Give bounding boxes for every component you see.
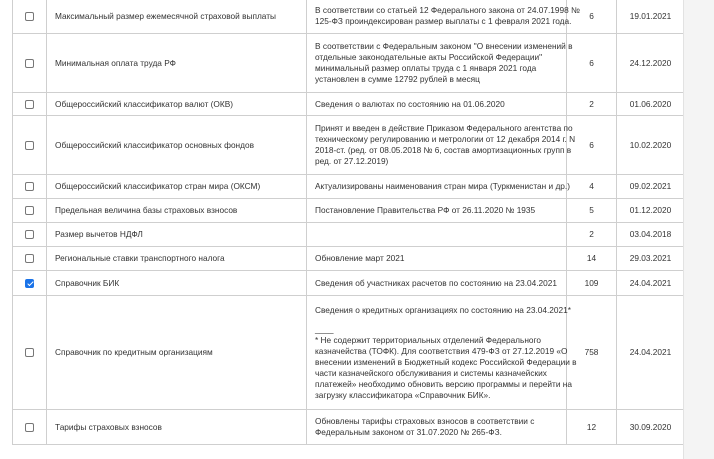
update-note [307, 116, 576, 175]
note-line: Принят и введен в действие Приказом Федерального агентства по [315, 123, 573, 133]
update-note [307, 223, 567, 247]
table-row[interactable] [13, 93, 685, 116]
row-checkbox[interactable] [25, 182, 34, 191]
table-row[interactable] [13, 116, 685, 175]
classifier-name: Предельная величина базы страховых взносов [47, 199, 307, 223]
record-count: 6 [567, 0, 617, 34]
update-note [307, 0, 580, 34]
note-line: установлен в сумме 12792 рублей в месяц [315, 74, 480, 84]
note-line: В соответствии с Федеральным законом "О внесении изменений в [315, 41, 573, 51]
table-row[interactable] [13, 247, 685, 271]
row-checkbox[interactable] [25, 279, 34, 288]
note-line: ред. от 27.12.2019) [315, 156, 389, 166]
note-line: В соответствии со статьей 12 Федерального закона от 24.07.1998 № [315, 5, 580, 15]
checkbox-cell [13, 93, 47, 116]
table-row[interactable] [13, 175, 685, 199]
table-row[interactable] [13, 0, 685, 34]
record-count: 2 [567, 223, 617, 247]
record-count: 2 [567, 93, 617, 116]
row-checkbox[interactable] [25, 12, 34, 21]
update-date: 24.12.2020 [617, 34, 685, 93]
classifier-name: Размер вычетов НДФЛ [47, 223, 307, 247]
classifier-name: Общероссийский классификатор стран мира (ОКСМ) [47, 175, 307, 199]
note-line: Актуализированы наименования стран мира (Туркменистан и др.) [315, 181, 570, 191]
classifier-name: Минимальная оплата труда РФ [47, 34, 307, 93]
record-count: 14 [567, 247, 617, 271]
table-row[interactable] [13, 199, 685, 223]
table-row[interactable] [13, 271, 685, 296]
checkbox-cell [13, 296, 47, 410]
checkbox-cell [13, 0, 47, 34]
update-note [307, 199, 567, 223]
table-row[interactable] [13, 410, 685, 445]
record-count: 6 [567, 34, 617, 93]
update-date: 09.02.2021 [617, 175, 685, 199]
row-checkbox[interactable] [25, 206, 34, 215]
update-date: 24.04.2021 [617, 271, 685, 296]
update-note [307, 247, 567, 271]
note-line: внесении изменений в Бюджетный кодекс Российской Федерации в [315, 356, 577, 367]
checkbox-cell [13, 199, 47, 223]
checkbox-cell [13, 223, 47, 247]
checkbox-cell [13, 34, 47, 93]
table-row[interactable] [13, 296, 685, 410]
update-date: 29.03.2021 [617, 247, 685, 271]
classifier-table [12, 0, 684, 445]
update-date: 01.06.2020 [617, 93, 685, 116]
record-count: 5 [567, 199, 617, 223]
record-count: 6 [567, 116, 617, 175]
table-row[interactable] [13, 223, 685, 247]
row-checkbox[interactable] [25, 254, 34, 263]
update-note [307, 296, 577, 410]
note-line [315, 316, 560, 324]
note-line: 125-ФЗ проиндексирован размер выплаты с 1 февраля 2021 года. [315, 16, 572, 26]
checkbox-cell [13, 247, 47, 271]
update-date: 30.09.2020 [617, 410, 685, 445]
update-note [307, 175, 570, 199]
note-line: Постановление Правительства РФ от 26.11.2020 № 1935 [315, 205, 536, 215]
classifier-name: Общероссийский классификатор валют (ОКВ) [47, 93, 307, 116]
note-line: * Не содержит территориальных отделений Федерального [315, 334, 542, 345]
classifier-name: Максимальный размер ежемесячной страховой выплаты [47, 0, 307, 34]
update-date: 10.02.2020 [617, 116, 685, 175]
classifier-name: Общероссийский классификатор основных фондов [47, 116, 307, 175]
update-note [307, 271, 567, 296]
row-checkbox[interactable] [25, 59, 34, 68]
record-count: 109 [567, 271, 617, 296]
checkbox-cell [13, 116, 47, 175]
update-date: 03.04.2018 [617, 223, 685, 247]
update-note [307, 410, 567, 445]
checkbox-cell [13, 410, 47, 445]
checkbox-cell [13, 175, 47, 199]
update-date: 24.04.2021 [617, 296, 685, 410]
note-line: отдельные законодательные акты Российской Федерации" [315, 52, 543, 62]
update-note [307, 93, 567, 116]
row-checkbox[interactable] [25, 230, 34, 239]
row-checkbox[interactable] [25, 423, 34, 432]
note-line: части казначейского обслуживания и системы казначейских [315, 367, 547, 378]
checkbox-cell [13, 271, 47, 296]
note-line: Обновление март 2021 [315, 253, 405, 263]
classifier-name: Тарифы страховых взносов [47, 410, 307, 445]
note-line: ____ [315, 323, 334, 334]
note-line: техническому регулированию и метрологии от 12 декабря 2014 г. N [315, 134, 576, 144]
row-checkbox[interactable] [25, 141, 34, 150]
note-line: Сведения о кредитных организациях по состоянию на 23.04.2021* [315, 304, 571, 315]
classifier-name: Региональные ставки транспортного налога [47, 247, 307, 271]
note-line: Обновлены тарифы страховых взносов в соответствии с [315, 416, 535, 426]
note-line: казначейства (ТОФК). Для соответствия 479-ФЗ от 27.12.2019 «О [315, 345, 568, 356]
note-line: Федеральным законом от 31.07.2020 № 265-ФЗ. [315, 427, 502, 437]
record-count: 758 [567, 296, 617, 410]
update-note [307, 34, 573, 93]
table-row[interactable] [13, 34, 685, 93]
update-date: 01.12.2020 [617, 199, 685, 223]
classifier-name: Справочник по кредитным организациям [47, 296, 307, 410]
update-date: 19.01.2021 [617, 0, 685, 34]
note-line: платежей» необходимо обновить версию программы и перейти на [315, 378, 572, 389]
note-line: Сведения об участниках расчетов по состоянию на 23.04.2021 [315, 277, 557, 288]
note-line: Сведения о валютах по состоянию на 01.06.2020 [315, 98, 505, 109]
classifier-name: Справочник БИК [47, 271, 307, 296]
row-checkbox[interactable] [25, 348, 34, 357]
note-line: 2018-ст. (ред. от 08.05.2018 № 6, состав амортизационных групп в [315, 145, 572, 155]
record-count: 4 [567, 175, 617, 199]
note-line: минимальный размер оплаты труда с 1 января 2021 года [315, 63, 537, 73]
record-count: 12 [567, 410, 617, 445]
row-checkbox[interactable] [25, 100, 34, 109]
note-line: загрузку классификатора «Справочник БИК». [315, 389, 491, 400]
